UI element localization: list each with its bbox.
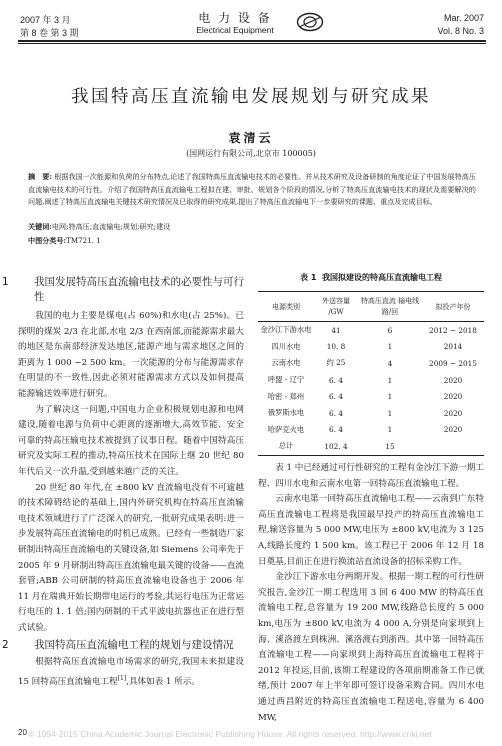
table-header-row xyxy=(258,292,484,322)
table-cell: 1 xyxy=(387,408,393,418)
left-column xyxy=(2,275,244,691)
table-row xyxy=(258,355,484,372)
table-cell: 金沙江下游水电 xyxy=(260,325,312,335)
section-1-heading xyxy=(2,275,244,305)
clc-number xyxy=(28,236,476,246)
table-cell: 6. 4 xyxy=(329,392,343,402)
table-1-caption xyxy=(258,272,484,283)
section-1-title: 我国发展特高压直流输电技术的必要性与可行性 xyxy=(34,276,244,303)
table-row xyxy=(258,388,484,405)
table-cell: 10. 8 xyxy=(326,342,346,352)
table-cell: 约 25 xyxy=(326,358,346,368)
table-1 xyxy=(258,291,484,456)
table-cell: 6 xyxy=(387,325,393,335)
affiliation: (国网运行有限公司,北京市 100005) xyxy=(186,149,316,158)
paragraph: 表 1 中已经通过可行性研究的工程有金沙江下游一期工程、四川水电和云南水电第一回特高压直流输电工程。 xyxy=(258,463,484,489)
author: 袁清云 xyxy=(228,131,274,145)
paragraph: 云南水电第一回特高压直流输电工程——云南到广东特高压直流输电工程将是我国最早投产的特高压直流输电工程,输送容量为 5 000 MW,电压为 ±800 kV,电流为 3 125 A,线路长度约 1 500 km。该工程已于 2006 年 12 月 18 日奠基,目前正在进行换流站直流设备的招标采购工作。 xyxy=(258,494,484,567)
table-cell: 41 xyxy=(331,325,341,335)
section-2-number: 2 xyxy=(2,639,9,652)
header-date-en: Mar. 2007 xyxy=(443,13,484,23)
column-header: 拟投产年份 xyxy=(435,302,471,311)
table-row xyxy=(258,339,484,356)
table-cell: 6. 4 xyxy=(329,408,343,418)
table-cell: 1 xyxy=(387,342,393,352)
abstract-text: 根据我国一次能源和负荷的分布特点,论述了我国特高压直流输电技术的必要性、并从技术研究及设备研制的角度论证了中国发展特高压直流输电技术的可行性。介绍了我国特高压直流输电工程拟在建、审批、规划各个阶段的情况,分析了特高压直流输电技术的现状及需要解决的问题,阐述了特高压直流输电关键技术研究情况及已取得的研究成果,提出了特高压直流输电下一步要研究的课题、重点及完成目标。 xyxy=(28,172,476,207)
header-volume-cn: 第 8 卷 第 3 期 xyxy=(20,28,79,38)
table-cell: 哈萨克火电 xyxy=(267,424,305,434)
table-cell: 四川水电 xyxy=(271,341,301,351)
table-cell: 总计 xyxy=(278,441,294,451)
keywords xyxy=(28,222,476,232)
keywords-label: 关键词: xyxy=(28,222,52,231)
table-row xyxy=(258,422,484,439)
table-row xyxy=(258,405,484,422)
table-cell xyxy=(422,438,484,455)
table-cell: 2020 xyxy=(443,408,463,418)
header-rule-thin xyxy=(18,43,486,44)
table-cell: 6. 4 xyxy=(329,375,343,385)
header-volume-en: Vol. 8 No. 3 xyxy=(437,26,484,36)
keywords-text: 电网;特高压;直流输电;规划;研究;建设 xyxy=(51,222,171,231)
table-cell: 4 xyxy=(387,358,393,368)
paragraph: 金沙江下游水电分两期开发。根据一期工程的可行性研究报告,金沙江一期工程选用 3 回 6 400 MW 的特高压直流输电工程,总容量为 19 200 MW,线路总长度约 5 000 km,电压为 ±800 kV,电流为 4 000 A,分别是向家坝到上海、溪洛渡左到株洲、溪洛渡右到浙西。其中第一回特高压直流输电工程——向家坝到上海特高压直流输电工程将于 2012 年投运,目前,该期工程建设的各项前期准备工作已就绪,预计 2007 年上半年即可签订设备采购合同。四川水电通过西昌附近的特高压直流输电工程送电,容量为 6 400 MW, xyxy=(258,572,484,723)
section-2-title: 我国特高压直流输电工程的规划与建设情况 xyxy=(34,639,234,652)
column-header: 外送容量 /GW xyxy=(322,297,350,316)
table-cell: 2009 ~ 2015 xyxy=(429,358,477,368)
citation: [1] xyxy=(117,675,127,683)
table-cell: 102. 4 xyxy=(324,441,348,451)
right-column-body xyxy=(258,461,484,726)
journal-title-en: Electrical Equipment xyxy=(196,25,274,35)
table-caption-number: 表 1 xyxy=(300,273,317,282)
table-cell: 1 xyxy=(387,375,393,385)
section-1-body xyxy=(18,309,244,636)
article-title: 我国特高压直流输电发展规划与研究成果 xyxy=(71,87,431,107)
abstract-label: 摘 要: xyxy=(28,172,52,181)
section-2-body xyxy=(18,655,244,690)
table-cell: 1 xyxy=(387,392,393,402)
header-date-cn: 2007 年 3 月 xyxy=(20,15,71,25)
table-cell: 2020 xyxy=(443,392,463,402)
table-row xyxy=(258,438,484,455)
journal-title-cn: 电 力 设 备 xyxy=(198,11,272,25)
table-cell: 云南水电 xyxy=(271,358,301,368)
paragraph-text: 根据特高压直流输电市场需求的研究,我国未来拟建设 15 回特高压直流输电工程 xyxy=(18,657,244,687)
paragraph: 20 世纪 80 年代,在 ±800 kV 直流输电没有不可逾越的技术障碍结论的基础上,国内外研究机构在特高压直流输电技术领域进行了广泛深入的研究,一批研究成果表明:进一步发展特高压直流输电的时机已成熟。已经有一些制造厂家研制出特高压直流输电的关键设备,如 Siemens 公司率先于 2005 年 9 月研制出特高压直流输电最关键的设备——直流套管;ABB 公司研制的特高压直流输电设备也于 2006 年 11 月在瑞典开始长期带电运行的考验,其运行电压为正常运行电压的 1. 1 倍;国内研制的干式平波电抗器也正在进行型式试验。 xyxy=(18,482,244,633)
table-cell: 1 xyxy=(387,425,393,435)
table-cell: 2012 ~ 2018 xyxy=(429,325,477,335)
section-2-heading xyxy=(2,638,244,653)
table-row xyxy=(258,322,484,339)
paragraph: 为了解决这一问题,中国电力企业积极规划电源和电网建设,随着电源与负荷中心距离的逐渐增大,高效节能、安全可靠的特高压输电技术被提到了议事日程。随着中国特高压研究及实际工程的推动,特高压技术在国际上继 20 世纪 80 年代后又一次升温,受到越来越广泛的关注。 xyxy=(18,404,244,477)
abstract xyxy=(28,171,476,209)
paragraph-tail: ,具体如表 1 所示。 xyxy=(126,676,200,687)
table-cell: 2020 xyxy=(443,375,463,385)
section-1-number: 1 xyxy=(2,276,9,288)
column-header: 特高压直流 输电线路/回 xyxy=(360,297,420,316)
table-caption-text: 我国拟建设的特高压直流输电工程 xyxy=(321,273,442,282)
clc-text: TM721. 1 xyxy=(66,236,101,245)
column-header: 电源类别 xyxy=(272,302,300,311)
clc-label: 中图分类号: xyxy=(28,236,67,245)
header-rule xyxy=(18,40,486,42)
table-row xyxy=(258,372,484,389)
table-cell: 呼盟 - 辽宁 xyxy=(267,375,305,385)
table-cell: 俄罗斯水电 xyxy=(267,408,305,418)
watermark: © 1994-2015 China Academic Journal Electronic Publishing House. All rights reserved. http://www.cnki.net xyxy=(28,729,432,739)
paragraph: 我国的电力主要是煤电(占 60%)和水电(占 25%)。已探明的煤炭 2/3 在北部,水电 2/3 在西南部,而能源需求最大的地区是东南部经济发达地区,能源产地与需求地区之间的距离为 1 000 ~2 500 km。一次能源的分布与能源需求存在明显的不一致性,因此必须对能源需求方式以及如何提高能源输送效率进行研究。 xyxy=(18,311,244,399)
journal-logo-icon xyxy=(296,11,324,33)
table-cell: 15 xyxy=(385,441,395,451)
paragraph xyxy=(18,655,244,690)
table-cell: 6. 4 xyxy=(329,425,343,435)
table-cell: 哈密 - 郑州 xyxy=(267,391,305,401)
table-cell: 2020 xyxy=(443,425,463,435)
page-number: 20 xyxy=(18,728,27,737)
table-cell: 2014 xyxy=(443,342,463,352)
table-1-block xyxy=(258,272,484,456)
